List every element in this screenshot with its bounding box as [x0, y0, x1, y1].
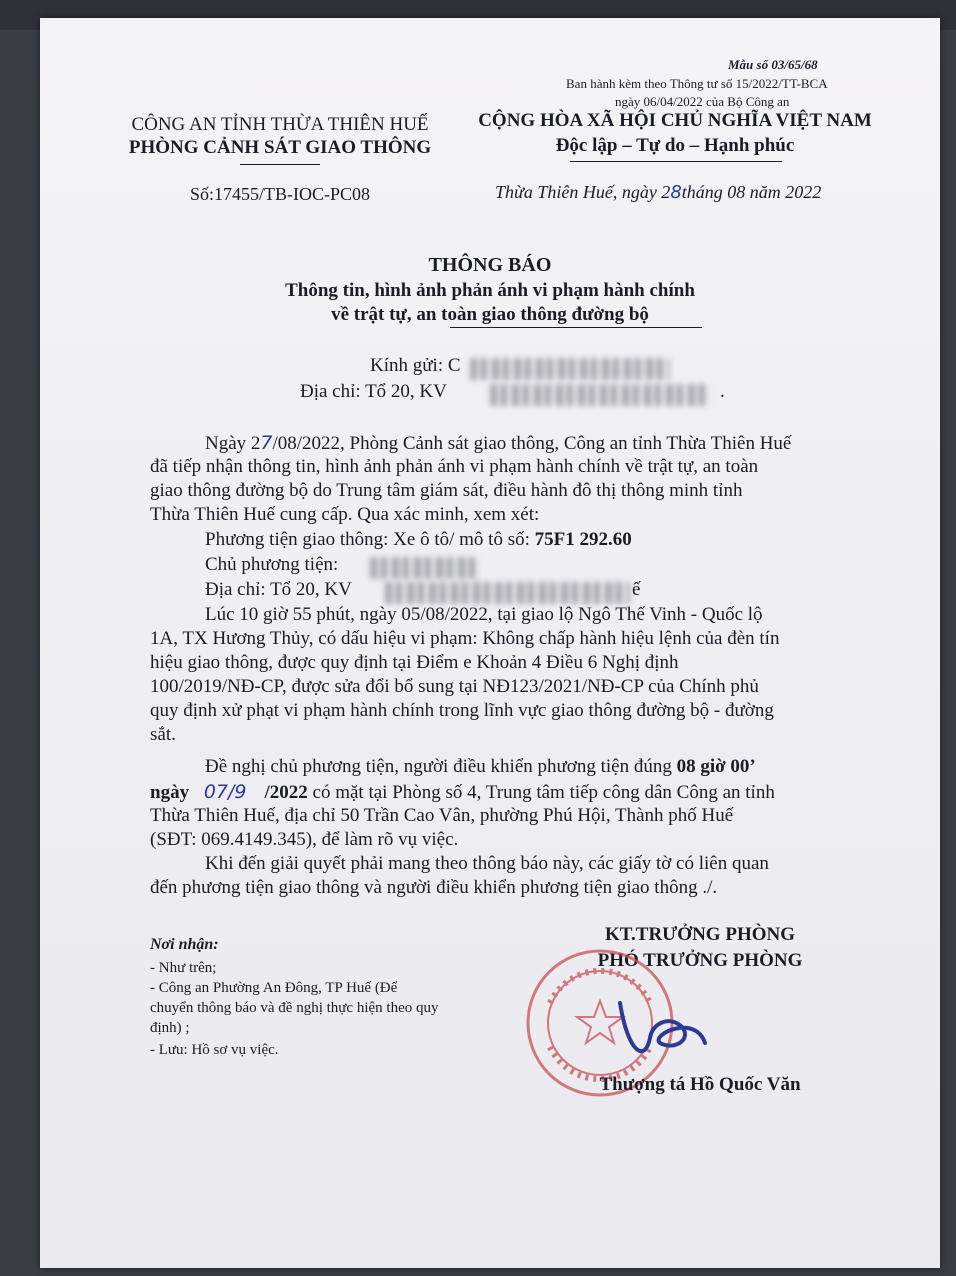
body-p3-line3: Thừa Thiên Huế, địa chỉ 50 Trần Cao Vân, phường Phú Hội, Thành phố Huế	[150, 805, 734, 826]
agency-name: CÔNG AN TỈNH THỪA THIÊN HUẾ	[131, 114, 429, 135]
recipient-name-visible: C	[447, 355, 461, 376]
document-page	[40, 18, 940, 1268]
vehicle-line	[205, 529, 632, 551]
body-p3-line1-a: Đề nghị chủ phương tiện, người điều khiển phương tiện đúng	[205, 756, 677, 777]
body-p1-line4: Thừa Thiên Huế cung cấp. Qua xác minh, xem xét:	[150, 504, 540, 525]
appointment-day-label: ngày	[150, 782, 190, 803]
body-p2-line1: Lúc 10 giờ 55 phút, ngày 05/08/2022, tại giao lộ Ngô Thế Vinh - Quốc lộ	[205, 604, 763, 625]
recipients-line2: - Công an Phường An Đông, TP Huế (Để	[150, 980, 398, 996]
recipients-line4: định) ;	[150, 1020, 190, 1036]
body-p1-line1-a: Ngày 2	[205, 433, 261, 454]
owner-address-end: ế	[632, 579, 641, 600]
appointment-year: /2022	[264, 782, 308, 803]
place-date-handwritten: 8	[670, 182, 682, 203]
body-p4-line1: Khi đến giải quyết phải mang theo thông báo này, các giấy tờ có liên quan	[205, 853, 769, 874]
department-name: PHÒNG CẢNH SÁT GIAO THÔNG	[128, 137, 432, 158]
appointment-time: 08 giờ 00’	[676, 756, 756, 777]
signature-title-2: PHÓ TRƯỞNG PHÒNG	[597, 950, 803, 971]
owner-address-label: Địa chỉ: Tổ 20, KV	[205, 579, 352, 600]
body-p4-line2: đến phương tiện giao thông và người điều khiển phương tiện giao thông ./.	[150, 877, 718, 898]
body-p3-line4: (SĐT: 069.4149.345), để làm rõ vụ việc.	[150, 829, 459, 850]
notice-subtitle-1: Thông tin, hình ảnh phản ánh vi phạm hành chính	[285, 280, 695, 301]
vehicle-plate: 75F1 292.60	[534, 529, 632, 550]
body-p2-line4: 100/2019/NĐ-CP, được sửa đổi bổ sung tại NĐ123/2021/NĐ-CP của Chính phủ	[150, 676, 759, 697]
country-name: CỘNG HÒA XÃ HỘI CHỦ NGHĨA VIỆT NAM	[478, 110, 872, 131]
place-date-prefix: Thừa Thiên Huế, ngày 2	[495, 182, 671, 202]
recipients-line5: - Lưu: Hồ sơ vụ việc.	[150, 1042, 279, 1058]
body-p1-line2: đã tiếp nhận thông tin, hình ảnh phản ánh vi phạm hành chính về trật tự, an toàn	[150, 456, 759, 477]
body-p2-line5: quy định xử phạt vi phạm hành chính trong lĩnh vực giao thông đường bộ - đường	[150, 700, 774, 721]
signature-scribble	[620, 1003, 705, 1051]
signer-name: Thượng tá Hồ Quốc Văn	[599, 1074, 801, 1095]
recipient-line	[370, 355, 461, 377]
body-p1-line3: giao thông đường bộ do Trung tâm giám sát, điều hành đô thị thông minh tỉnh	[150, 480, 743, 501]
recipient-address: Địa chỉ: Tổ 20, KV	[300, 381, 447, 402]
appointment-date-handwritten: 07/9	[203, 781, 247, 803]
body-p1-line1	[205, 432, 791, 455]
recipient-address-end: .	[720, 381, 725, 402]
body-p1-handwritten-day: 7	[260, 432, 273, 454]
body-p2-line3: hiệu giao thông, được quy định tại Điểm e Khoản 4 Điều 6 Nghị định	[150, 652, 679, 673]
document-number: Số:17455/TB-IOC-PC08	[189, 184, 371, 204]
vehicle-label: Phương tiện giao thông: Xe ô tô/ mô tô số:	[205, 529, 535, 550]
redacted-recipient-name	[470, 358, 670, 380]
national-motto: Độc lập – Tự do – Hạnh phúc	[555, 135, 795, 156]
owner-label: Chủ phương tiện:	[205, 554, 339, 575]
recipients-line1: - Như trên;	[150, 960, 217, 976]
recipients-title: Nơi nhận:	[150, 936, 219, 953]
header-left-rule	[240, 164, 320, 165]
notice-subtitle-2: về trật tự, an toàn giao thông đường bộ	[331, 304, 649, 325]
title-underline	[450, 327, 702, 328]
redacted-owner-name	[370, 557, 480, 579]
body-p3-line2	[150, 781, 775, 804]
redacted-recipient-address	[490, 384, 710, 406]
body-p3-line2-c: có mặt tại Phòng số 4, Trung tâm tiếp công dân Công an tỉnh	[307, 782, 775, 803]
recipient-label: Kính gửi:	[370, 355, 444, 376]
header-right-rule	[570, 161, 782, 162]
place-date-suffix: tháng 08 năm 2022	[681, 182, 822, 202]
form-issued-line1: Ban hành kèm theo Thông tư số 15/2022/TT-BCA	[566, 76, 828, 91]
place-date	[495, 182, 821, 203]
signature-title-1: KT.TRƯỞNG PHÒNG	[605, 924, 795, 945]
recipients-line3: chuyển thông báo và đề nghị thực hiện theo quy	[150, 1000, 439, 1016]
notice-title: THÔNG BÁO	[428, 254, 552, 276]
form-number: Mẫu số 03/65/68	[728, 57, 818, 72]
form-issued-line2: ngày 06/04/2022 của Bộ Công an	[615, 94, 790, 109]
body-p2-line2: 1A, TX Hương Thủy, có dấu hiệu vi phạm: Không chấp hành hiệu lệnh của đèn tín	[150, 628, 780, 649]
body-p1-line1-b: /08/2022, Phòng Cảnh sát giao thông, Công an tỉnh Thừa Thiên Huế	[272, 433, 792, 454]
body-p2-line6: sắt.	[150, 724, 176, 745]
body-p3-line1	[205, 756, 756, 778]
redacted-owner-address	[385, 582, 630, 604]
